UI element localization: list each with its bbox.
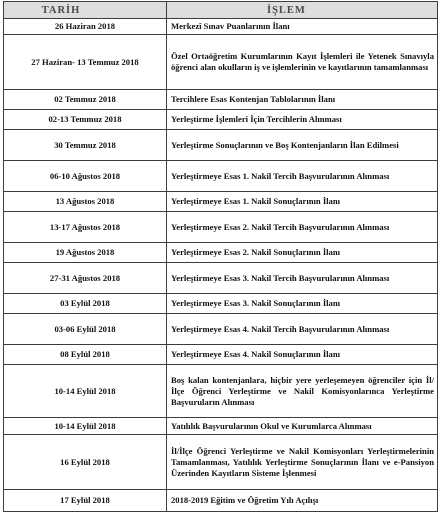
table-row [4,212,438,243]
table-row [4,345,438,365]
row-operation: Merkezî Sınav Puanlarının İlanı [167,19,438,35]
schedule-rows [4,19,438,512]
row-operation: Yerleştirmeye Esas 4. Nakil Tercih Başvurularının Alınması [167,314,438,345]
table-row [4,161,438,192]
schedule-table [3,1,438,512]
row-operation: Yerleştirmeye Esas 3. Nakil Tercih Başvurularının Alınması [167,263,438,294]
table-header-row [4,2,438,19]
row-date: 08 Eylül 2018 [4,345,167,365]
row-operation: 2018-2019 Eğitim ve Öğretim Yılı Açılışı [167,490,438,512]
row-date: 03 Eylül 2018 [4,294,167,314]
row-date: 27 Haziran- 13 Temmuz 2018 [4,35,167,90]
row-operation: Yerleştirmeye Esas 1. Nakil Tercih Başvurularının Alınması [167,161,438,192]
table-row [4,490,438,512]
table-row [4,263,438,294]
table-row [4,110,438,130]
row-operation: Yerleştirmeye Esas 4. Nakil Sonuçlarının İlanı [167,345,438,365]
header-operation: İŞLEM [167,2,438,19]
row-operation: İl/İlçe Öğrenci Yerleştirme ve Nakil Komisyonları Yerleştirmelerinin Tamamlanması, Yatılılık Yerleştirme Sonuçlarının İlanı ve e-Pansiyon Üzerinden Kayıtların Sisteme İşlenmesi [167,435,438,490]
row-date: 10-14 Eylül 2018 [4,365,167,418]
row-operation: Yatılılık Başvurularının Okul ve Kurumlarca Alınması [167,418,438,435]
table-row [4,243,438,263]
row-operation: Yerleştirmeye Esas 1. Nakil Sonuçlarının İlanı [167,192,438,212]
row-operation: Yerleştirme Sonuçlarının ve Boş Kontenjanların İlan Edilmesi [167,130,438,161]
row-date: 16 Eylül 2018 [4,435,167,490]
table-row [4,435,438,490]
table-row [4,35,438,90]
row-date: 06-10 Ağustos 2018 [4,161,167,192]
table-row [4,90,438,110]
row-operation: Yerleştirmeye Esas 2. Nakil Sonuçlarının İlanı [167,243,438,263]
row-date: 02 Temmuz 2018 [4,90,167,110]
row-date: 27-31 Ağustos 2018 [4,263,167,294]
table-row [4,314,438,345]
row-date: 13-17 Ağustos 2018 [4,212,167,243]
row-operation: Boş kalan kontenjanlara, hiçbir yere yerleşemeyen öğrenciler için İl/İlçe Öğrenci Yerleştirme ve Nakil Komisyonlarınca Yerleştirme Başvuruların Alınması [167,365,438,418]
row-operation: Tercihlere Esas Kontenjan Tablolarının İlanı [167,90,438,110]
table-row [4,418,438,435]
row-date: 17 Eylül 2018 [4,490,167,512]
row-date: 10-14 Eylül 2018 [4,418,167,435]
table-row [4,130,438,161]
row-date: 26 Haziran 2018 [4,19,167,35]
table-row [4,192,438,212]
row-operation: Özel Ortaöğretim Kurumlarının Kayıt İşlemleri ile Yetenek Sınavıyla öğrenci alan okulların iş ve işlemlerinin ve kayıtlarının tamamlanması [167,35,438,90]
table-row [4,294,438,314]
row-date: 13 Ağustos 2018 [4,192,167,212]
row-date: 30 Temmuz 2018 [4,130,167,161]
row-operation: Yerleştirmeye Esas 3. Nakil Sonuçlarının İlanı [167,294,438,314]
row-date: 03-06 Eylül 2018 [4,314,167,345]
row-date: 19 Ağustos 2018 [4,243,167,263]
table-row [4,365,438,418]
table-row [4,19,438,35]
row-date: 02-13 Temmuz 2018 [4,110,167,130]
row-operation: Yerleştirme İşlemleri İçin Tercihlerin Alınması [167,110,438,130]
header-date: TARİH [4,2,167,19]
row-operation: Yerleştirmeye Esas 2. Nakil Tercih Başvurularının Alınması [167,212,438,243]
